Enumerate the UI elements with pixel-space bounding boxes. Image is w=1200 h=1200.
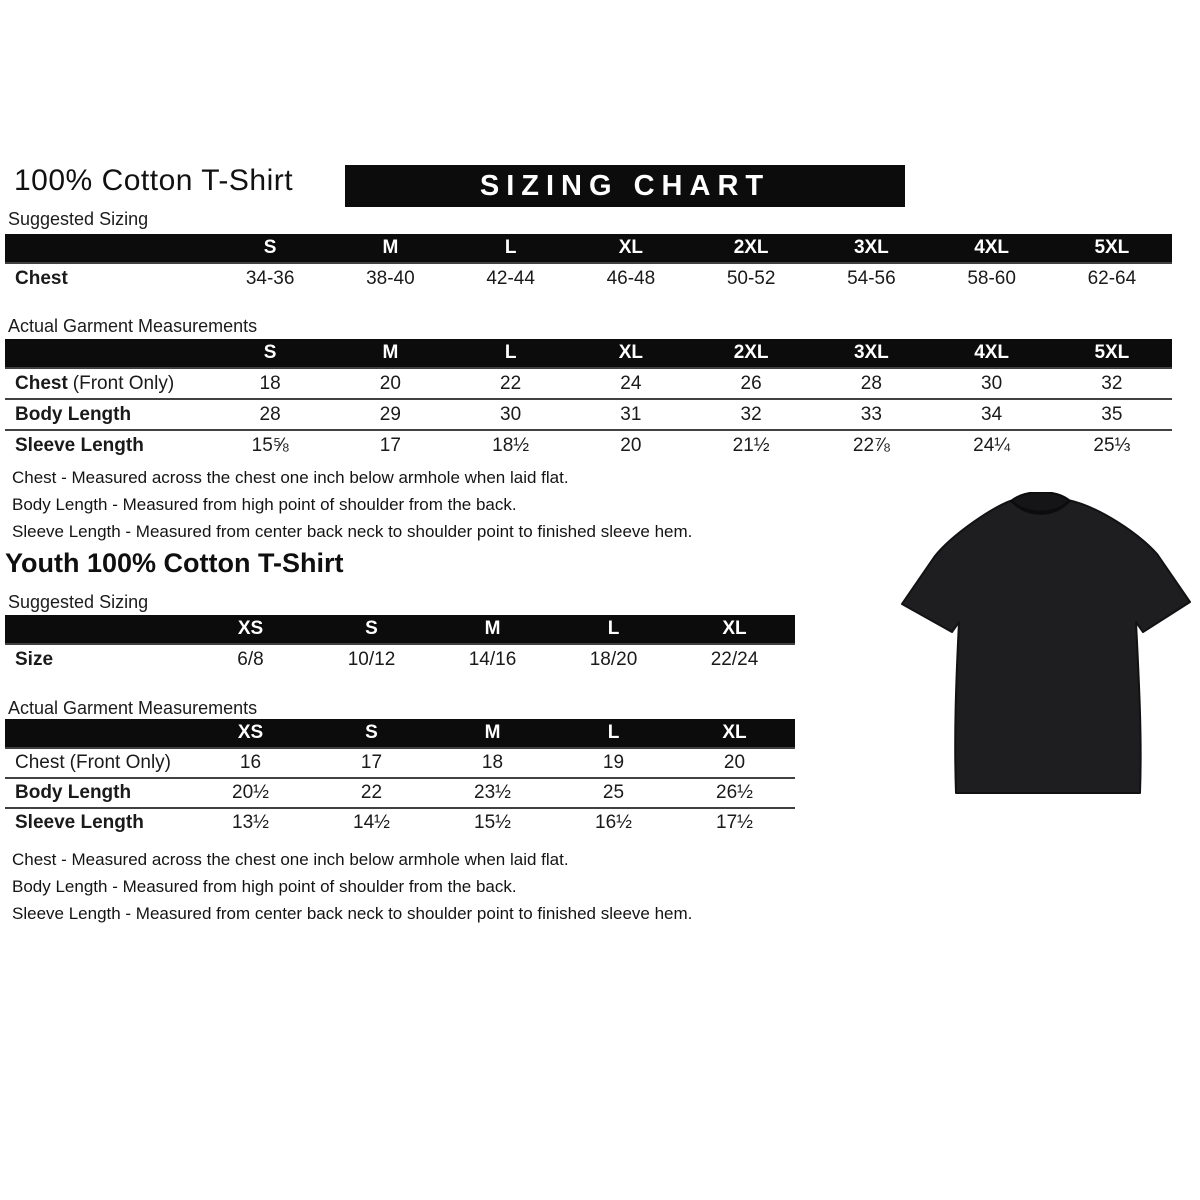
- measurement-cell: 28: [259, 403, 281, 425]
- size-col-header: M: [382, 237, 399, 258]
- size-col-header: S: [365, 722, 378, 743]
- note-line: Sleeve Length - Measured from center back neck to shoulder point to finished sleeve hem.: [12, 522, 693, 541]
- measurement-cell: 62-64: [1087, 268, 1137, 289]
- measurement-cell: 54-56: [847, 268, 896, 289]
- row-label: Size: [15, 649, 54, 670]
- table-row: [5, 747, 795, 777]
- measurement-cell: 19: [602, 752, 625, 773]
- measurement-cell: 21½: [732, 434, 770, 456]
- youth-suggested-sizing-table: [5, 615, 795, 675]
- note-line: Body Length - Measured from high point of shoulder from the back.: [12, 877, 517, 896]
- tshirt-photo: [895, 492, 1195, 804]
- measurement-cell: 32: [740, 403, 762, 425]
- measurement-cell: 17½: [716, 812, 753, 833]
- measurement-cell: 50-52: [726, 268, 776, 289]
- adult-actual-measurements-label: Actual Garment Measurements: [8, 316, 258, 336]
- measurement-cell: 38-40: [366, 268, 415, 289]
- measurement-cell: 22/24: [710, 649, 759, 670]
- row-label: Body Length: [15, 403, 132, 425]
- table-row: [5, 777, 795, 807]
- measurement-cell: 13½: [232, 812, 269, 833]
- size-col-header: M: [484, 722, 501, 743]
- measurement-cell: 29: [379, 403, 401, 425]
- measurement-cell: 34-36: [245, 268, 295, 289]
- table-row: [5, 367, 1172, 398]
- adult-suggested-sizing-table: [5, 234, 1172, 294]
- row-label-note: (Front Only): [72, 372, 175, 394]
- measurement-cell: 17: [360, 752, 383, 773]
- sizing-chart-banner: [345, 165, 905, 207]
- measurement-cell: 18: [259, 372, 281, 394]
- size-col-header: XL: [722, 618, 747, 639]
- row-label: Chest: [15, 268, 68, 289]
- measurement-cell: 26: [740, 372, 762, 394]
- measurement-cell: 14½: [353, 812, 390, 833]
- size-col-header: 4XL: [974, 237, 1010, 258]
- size-col-header: M: [484, 618, 501, 639]
- measurement-cell: 46-48: [606, 268, 656, 289]
- measurement-cell: 58-60: [967, 268, 1016, 289]
- tshirt-silhouette: [902, 500, 1190, 793]
- measurement-cell: 16: [239, 752, 262, 773]
- row-label-note: (Front Only): [69, 752, 171, 773]
- row-label: Sleeve Length: [15, 434, 144, 456]
- youth-suggested-sizing-label: Suggested Sizing: [8, 592, 149, 612]
- adult-actual-header-row: [5, 339, 1172, 367]
- measurement-cell: 10/12: [347, 649, 396, 670]
- measurement-cell: 35: [1101, 403, 1123, 425]
- row-label: Chest (Front Only): [15, 372, 175, 394]
- measurement-cell: 30: [500, 403, 522, 425]
- size-col-header: 5XL: [1094, 237, 1130, 258]
- size-col-header: 2XL: [733, 237, 769, 258]
- measurement-cell: 18½: [492, 434, 530, 456]
- measurement-cell: 18: [481, 752, 504, 773]
- size-col-header: L: [607, 722, 620, 743]
- size-col-header: 2XL: [733, 342, 769, 363]
- measurement-cell: 26½: [716, 782, 753, 803]
- measurement-cell: 33: [860, 403, 882, 425]
- page-title: 100% Cotton T-Shirt: [14, 164, 294, 197]
- size-col-header: M: [382, 342, 399, 363]
- measurement-cell: 25⅓: [1093, 434, 1131, 456]
- size-col-header: S: [365, 618, 378, 639]
- note-line: Sleeve Length - Measured from center back neck to shoulder point to finished sleeve hem.: [12, 904, 693, 923]
- measurement-cell: 14/16: [468, 649, 517, 670]
- size-col-header: L: [504, 342, 517, 363]
- row-label: Sleeve Length: [15, 812, 144, 833]
- measurement-cell: 28: [860, 372, 882, 394]
- row-label: Chest (Front Only): [15, 752, 171, 773]
- measurement-cell: 22: [500, 372, 522, 394]
- youth-actual-header-row: [5, 719, 795, 747]
- measurement-cell: 42-44: [486, 268, 535, 289]
- measurement-cell: 20½: [232, 782, 269, 803]
- measurement-cell: 32: [1101, 372, 1123, 394]
- measurement-cell: 25: [602, 782, 625, 803]
- table-row: [5, 398, 1172, 429]
- measurement-cell: 23½: [474, 782, 511, 803]
- table-row: [5, 807, 795, 837]
- measurement-cell: 20: [379, 372, 401, 394]
- measurement-cell: 16½: [595, 812, 632, 833]
- tshirt-illustration: [895, 492, 1195, 804]
- youth-actual-measurements-table: [5, 719, 795, 837]
- size-col-header: S: [263, 237, 277, 258]
- measurement-cell: 22: [360, 782, 383, 803]
- measurement-cell: 24¼: [973, 434, 1011, 456]
- measurement-cell: 24: [620, 372, 642, 394]
- measurement-cell: 34: [981, 403, 1003, 425]
- youth-section-title: Youth 100% Cotton T-Shirt: [5, 548, 344, 578]
- measurement-cell: 20: [620, 434, 642, 456]
- size-col-header: 4XL: [974, 342, 1010, 363]
- table-row: [5, 643, 795, 675]
- measurement-cell: 30: [981, 372, 1003, 394]
- size-col-header: XS: [237, 722, 264, 743]
- size-col-header: XL: [618, 237, 644, 258]
- measurement-cell: 17: [379, 434, 401, 456]
- note-line: Body Length - Measured from high point of shoulder from the back.: [12, 495, 517, 514]
- measurement-cell: 31: [620, 403, 642, 425]
- measurement-cell: 18/20: [589, 649, 638, 670]
- measurement-cell: 22⅞: [852, 434, 890, 456]
- adult-actual-measurements-table: [5, 339, 1172, 460]
- youth-actual-measurements-label: Actual Garment Measurements: [8, 698, 258, 718]
- size-col-header: 3XL: [853, 237, 889, 258]
- adult-measurement-notes: [12, 464, 692, 545]
- size-col-header: XS: [237, 618, 264, 639]
- size-col-header: XL: [722, 722, 747, 743]
- table-row: [5, 262, 1172, 294]
- measurement-cell: 15⅝: [251, 434, 289, 456]
- row-label: Body Length: [15, 782, 132, 803]
- table-row: [5, 429, 1172, 460]
- size-col-header: L: [504, 237, 517, 258]
- note-line: Chest - Measured across the chest one inch below armhole when laid flat.: [12, 850, 569, 869]
- youth-measurement-notes: [12, 846, 692, 927]
- size-col-header: S: [263, 342, 277, 363]
- youth-suggested-header-row: [5, 615, 795, 643]
- sizing-chart-banner-text: SIZING CHART: [479, 169, 771, 202]
- adult-suggested-header-row: [5, 234, 1172, 262]
- measurement-cell: 15½: [474, 812, 511, 833]
- adult-suggested-sizing-label: Suggested Sizing: [8, 209, 149, 229]
- measurement-cell: 20: [723, 752, 746, 773]
- size-col-header: 5XL: [1094, 342, 1130, 363]
- note-line: Chest - Measured across the chest one inch below armhole when laid flat.: [12, 468, 569, 487]
- size-col-header: 3XL: [853, 342, 889, 363]
- size-col-header: XL: [618, 342, 644, 363]
- measurement-cell: 6/8: [237, 649, 264, 670]
- size-col-header: L: [607, 618, 620, 639]
